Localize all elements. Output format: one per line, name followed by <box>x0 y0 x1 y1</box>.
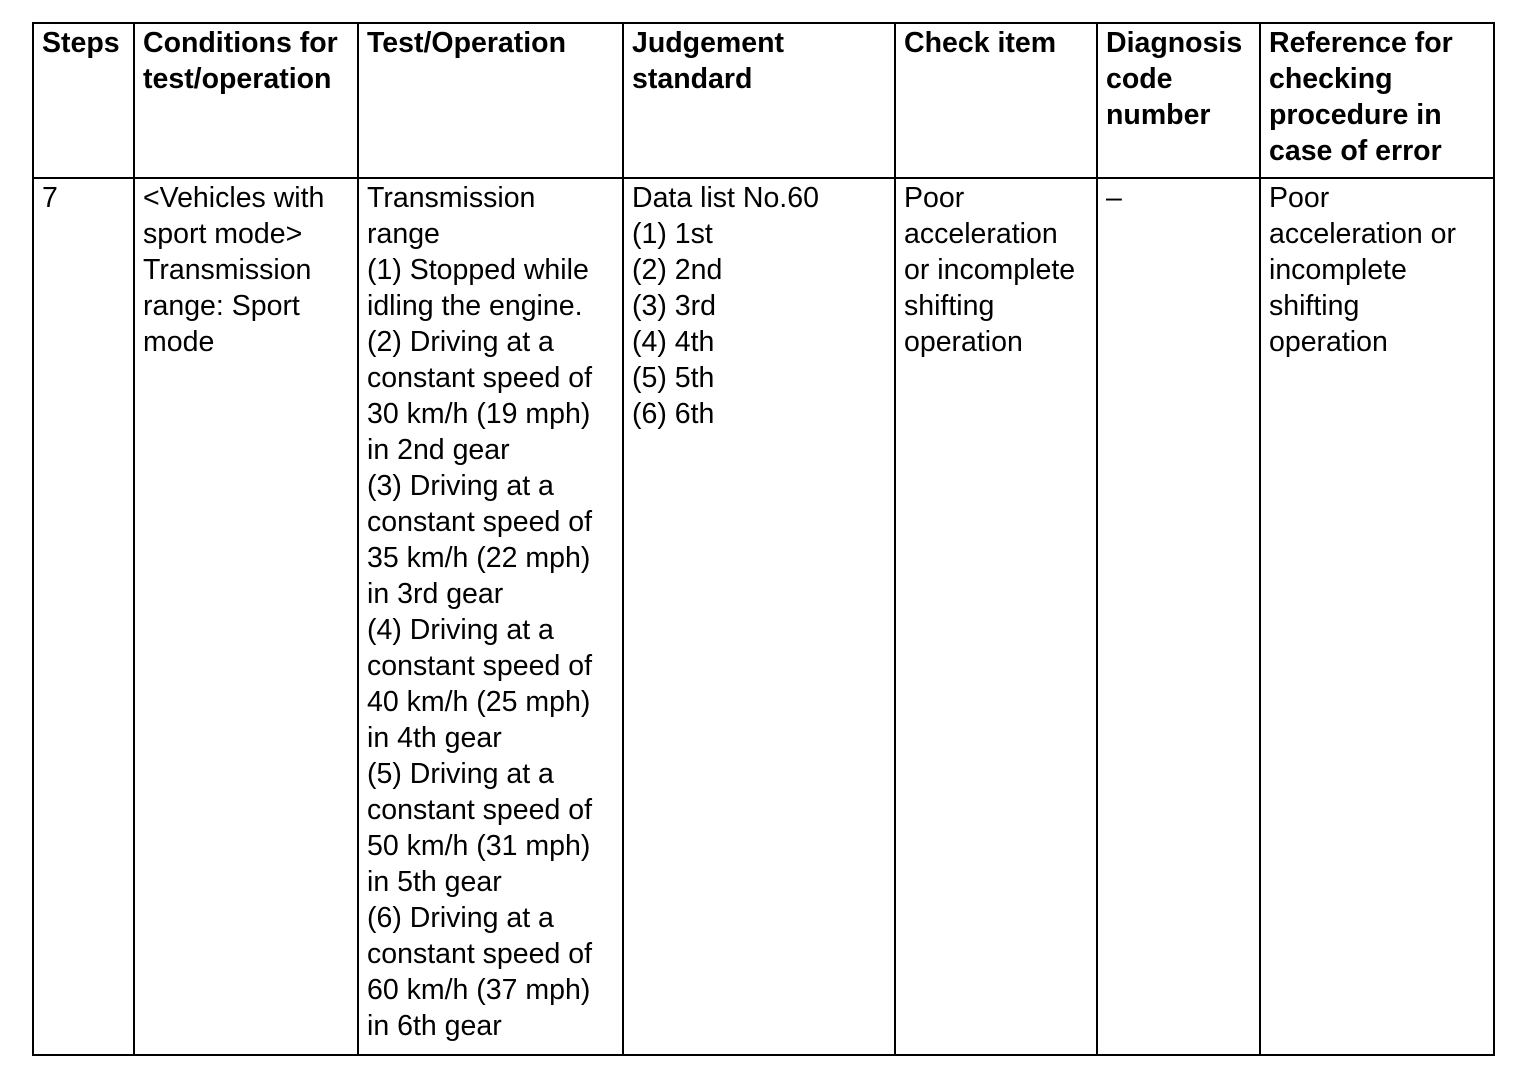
cell-test-operation: Transmission range (1) Stopped while idling the engine. (2) Driving at a constant speed of 30 km/h (19 mph) in 2nd gear (3) Driving at a constant speed of 35 km/h (22 mph) in 3rd gear (4) Driving at a constant speed of 40 km/h (25 mph) in 4th gear (5) Driving at a constant speed of 50 km/h (31 mph) in 5th gear (6) Driving at a constant speed of 60 km/h (37 mph) in 6th gear <box>358 178 623 1055</box>
cell-conditions: <Vehicles with sport mode> Transmission range: Sport mode <box>134 178 358 1055</box>
cell-reference: Poor acceleration or incomplete shifting operation <box>1260 178 1494 1055</box>
diagnostic-table <box>32 22 1495 1056</box>
cell-diagnosis-code: – <box>1097 178 1260 1055</box>
cell-check-item: Poor acceleration or incomplete shifting operation <box>895 178 1097 1055</box>
header-steps: Steps <box>33 23 134 178</box>
table-row <box>33 178 1494 1055</box>
header-test-operation: Test/Operation <box>358 23 623 178</box>
header-conditions: Conditions for test/operation <box>134 23 358 178</box>
header-row <box>33 23 1494 178</box>
header-judgement-standard: Judgement standard <box>623 23 895 178</box>
header-check-item: Check item <box>895 23 1097 178</box>
cell-judgement-standard: Data list No.60 (1) 1st (2) 2nd (3) 3rd (4) 4th (5) 5th (6) 6th <box>623 178 895 1055</box>
header-diagnosis-code: Diagnosis code number <box>1097 23 1260 178</box>
header-reference: Reference for checking procedure in case of error <box>1260 23 1494 178</box>
cell-step: 7 <box>33 178 134 1055</box>
